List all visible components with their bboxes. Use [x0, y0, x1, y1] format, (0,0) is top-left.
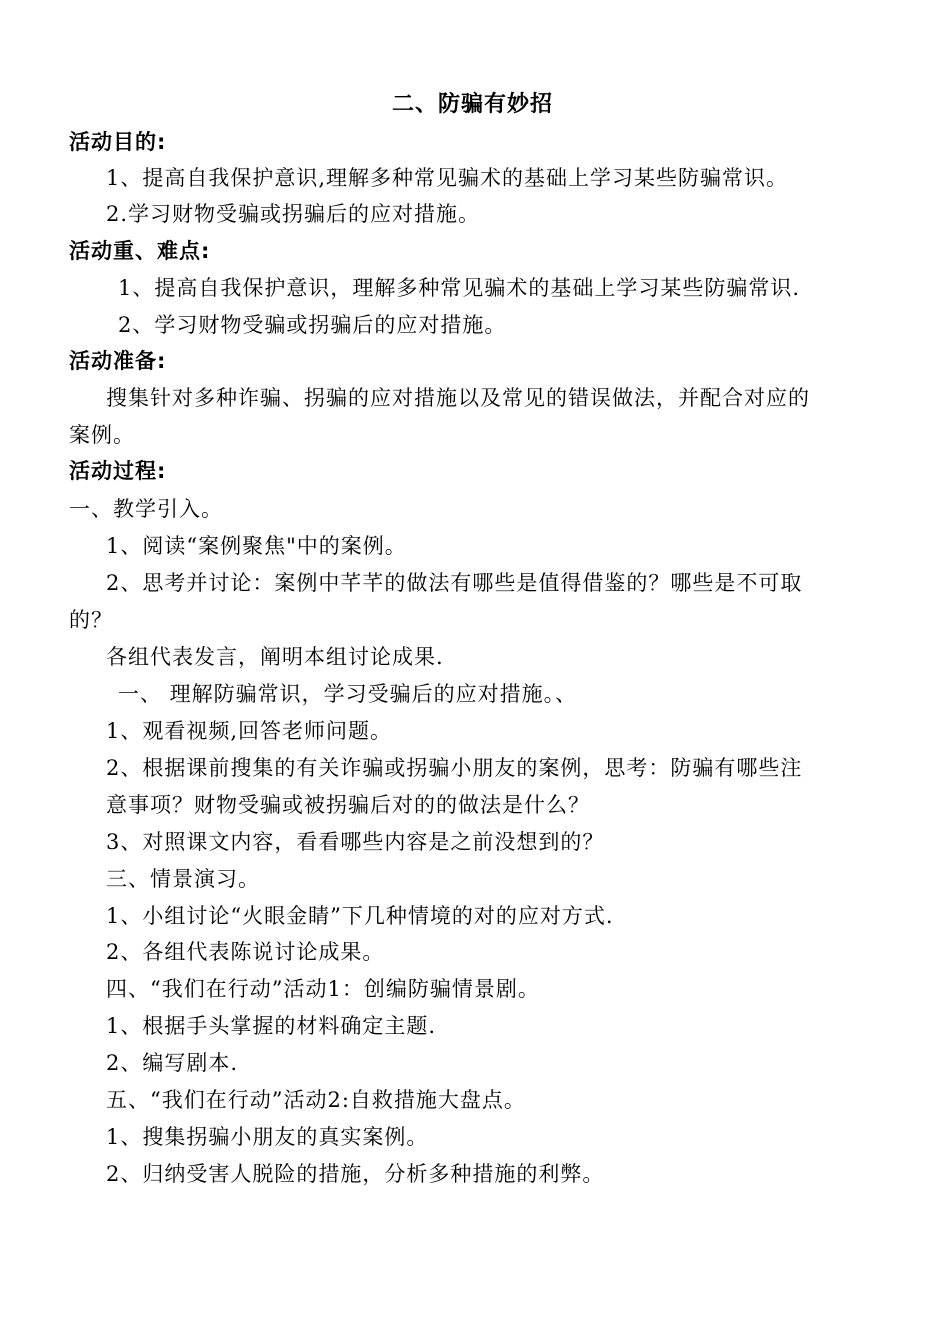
- key-point-item-2: 2、学习财物受骗或拐骗后的应对措施。: [118, 313, 507, 337]
- process-line: 三、情景演习。: [106, 867, 260, 891]
- process-line: 3、对照课文内容，看看哪些内容是之前没想到的？: [106, 830, 605, 854]
- process-line: 各组代表发言，阐明本组讨论成果.: [106, 645, 444, 669]
- process-line: 1、阅读“案例聚焦"中的案例。: [106, 534, 407, 558]
- process-line: 的？: [69, 608, 113, 632]
- preparation-text-line-1: 搜集针对多种诈骗、拐骗的应对措施以及常见的错误做法，并配合对应的: [106, 386, 810, 410]
- process-line: 1、小组讨论“火眼金睛”下几种情境的对的应对方式.: [106, 904, 614, 928]
- process-line: 一、教学引入。: [69, 497, 223, 521]
- section-heading-preparation: 活动准备:: [69, 349, 167, 373]
- process-line: 2、根据课前搜集的有关诈骗或拐骗小朋友的案例，思考：防骗有哪些注: [106, 756, 803, 780]
- process-line: 2、各组代表陈说讨论成果。: [106, 940, 385, 964]
- section-heading-key-points: 活动重、难点:: [69, 239, 211, 263]
- process-line: 2、编写剧本.: [106, 1051, 239, 1075]
- process-line: 1、观看视频,回答老师问题。: [106, 719, 393, 743]
- process-line: 一、 理解防骗常识，学习受骗后的应对措施。、: [118, 682, 578, 706]
- process-line: 2、思考并讨论：案例中芊芊的做法有哪些是值得借鉴的？哪些是不可取: [106, 571, 803, 595]
- section-heading-process: 活动过程:: [69, 459, 167, 483]
- preparation-text-line-2: 案例。: [69, 423, 135, 447]
- process-line: 1、根据手头掌握的材料确定主题.: [106, 1014, 437, 1038]
- goal-item-2: 2.学习财物受骗或拐骗后的应对措施。: [106, 202, 481, 226]
- goal-item-1: 1、提高自我保护意识,理解多种常见骗术的基础上学习某些防骗常识。: [106, 166, 789, 190]
- section-heading-goal: 活动目的:: [69, 130, 167, 154]
- process-line: 1、搜集拐骗小朋友的真实案例。: [106, 1125, 429, 1149]
- process-line: 五、“我们在行动”活动2:自救措施大盘点。: [106, 1088, 526, 1112]
- document-title: 二、防骗有妙招: [392, 91, 554, 117]
- process-line: 意事项？财物受骗或被拐骗后对的的做法是什么？: [106, 793, 590, 817]
- process-line: 四、“我们在行动”活动1：创编防骗情景剧。: [106, 977, 540, 1001]
- process-line: 2、归纳受害人脱险的措施，分析多种措施的利弊。: [106, 1162, 605, 1186]
- key-point-item-1: 1、提高自我保护意识，理解多种常见骗术的基础上学习某些防骗常识.: [118, 276, 801, 300]
